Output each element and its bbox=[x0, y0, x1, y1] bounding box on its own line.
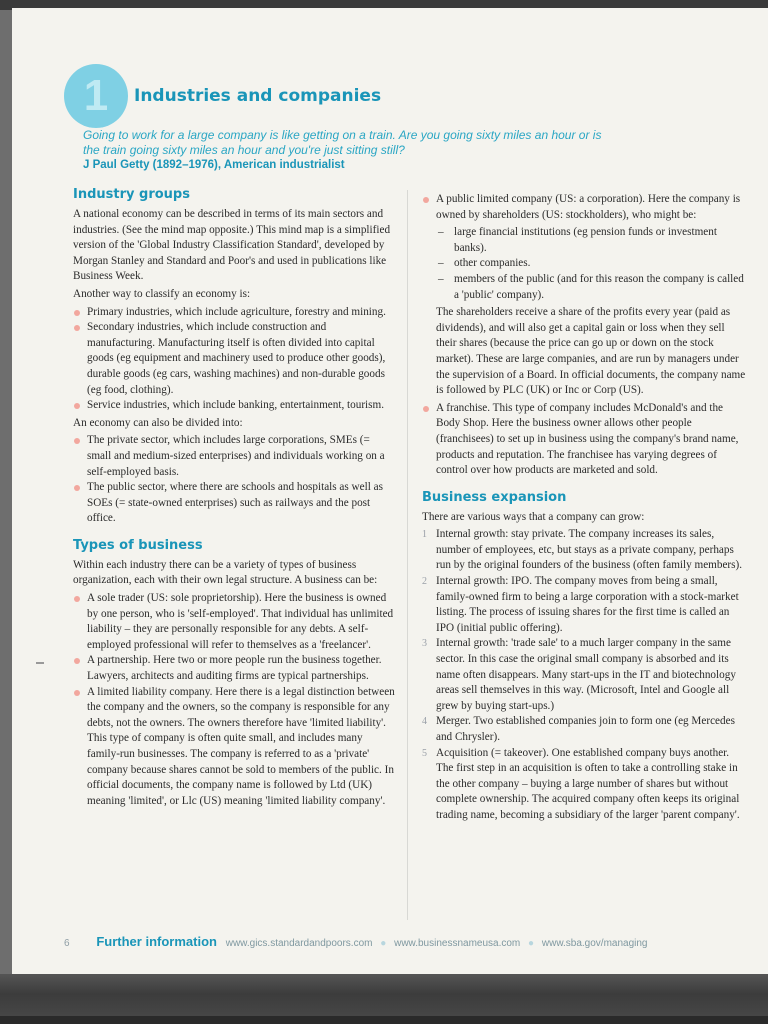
bullet-icon bbox=[74, 325, 80, 331]
list-item-text: A public limited company (US: a corporation). Here the company is owned by shareholders (US: stockholders), who might be: bbox=[436, 193, 741, 221]
company-types-list bbox=[422, 192, 747, 223]
list-item bbox=[422, 192, 747, 223]
divide-list bbox=[73, 433, 395, 527]
divide-intro: An economy can also be divided into: bbox=[73, 416, 243, 429]
list-item-text: Acquisition (= takeover). One established company buys another. The first step in an acquisition is often to take a controlling stake in the other company – buying a large number of shares but without complete ownership. The acquired company often keeps its original trading name, becoming a subsidiary of the larger 'parent company'. bbox=[436, 746, 740, 821]
list-item bbox=[422, 636, 747, 714]
separator-dot-icon: ● bbox=[528, 938, 535, 949]
footer-link-businessnameusa[interactable]: www.businessnameusa.com bbox=[394, 938, 521, 949]
bullet-icon bbox=[74, 596, 80, 602]
list-number: 4 bbox=[422, 716, 427, 728]
shareholders-paragraph: The shareholders receive a share of the profits every year (paid as dividends), and will also get a capital gain or loss when they sell their shares (because the price can go up or down on the stock market). These are large companies, and are run by managers under the supervision of a Board. In official documents, the company name is followed by PLC (UK) or Inc or Corp (US). bbox=[436, 306, 746, 397]
list-item bbox=[73, 685, 395, 810]
footer-link-sba[interactable]: www.sba.gov/managing bbox=[541, 938, 648, 949]
left-column bbox=[73, 186, 395, 811]
list-item-text: A limited liability company. Here there is a legal distinction between the company and the owners, so the company is responsible for any debts, not the owners. The owners therefore have 'limited liability'. This type of company is often quite small, and includes many family-run businesses. The company is referred to as a 'private' company because shares cannot be sold to members of the public. In official documents, the company name is followed by Ltd (UK) meaning 'limited', or Llc (US) meaning 'limited liability company'. bbox=[87, 685, 395, 807]
further-information-label: Further information bbox=[96, 934, 217, 949]
list-item-text: A franchise. This type of company includes McDonald's and the Body Shop. Here the business owner allows other people (franchisees) to set up in business using the company's brand name, products and reputation. The franchisee has varying degrees of control over how products are marketed and sold. bbox=[436, 401, 739, 477]
list-number: 2 bbox=[422, 576, 427, 588]
business-types-list bbox=[73, 591, 395, 809]
list-item bbox=[422, 256, 747, 272]
list-item bbox=[422, 714, 747, 745]
section-heading-business-expansion: Business expansion bbox=[422, 489, 567, 505]
unit-title: Industries and companies bbox=[134, 86, 382, 106]
list-item-text: Internal growth: IPO. The company moves from being a small, family-owned firm to being a large corporation with a stock-market listing. The process of issuing shares for the first time is called an IPO (initial public offering). bbox=[436, 575, 739, 634]
list-item bbox=[422, 401, 747, 479]
right-column bbox=[422, 192, 747, 826]
types-of-business-intro: Within each industry there can be a variety of types of business organization, each with their own legal structure. A business can be: bbox=[73, 558, 378, 587]
list-item bbox=[422, 574, 747, 636]
list-item bbox=[73, 305, 395, 321]
section-heading-industry-groups: Industry groups bbox=[73, 187, 190, 202]
list-item bbox=[73, 433, 395, 480]
list-item-text: Service industries, which include banking, entertainment, tourism. bbox=[87, 399, 385, 412]
list-item-text: Primary industries, which include agriculture, forestry and mining. bbox=[87, 305, 386, 318]
unit-number-badge: 1 bbox=[64, 64, 128, 128]
bullet-icon bbox=[74, 438, 80, 444]
margin-mark bbox=[36, 662, 44, 664]
list-item-text: Merger. Two established companies join to form one (eg Mercedes and Chrysler). bbox=[436, 715, 735, 743]
list-item bbox=[73, 653, 395, 684]
page-number: 6 bbox=[64, 938, 70, 949]
section-heading-types-of-business: Types of business bbox=[73, 537, 203, 553]
bullet-icon bbox=[74, 403, 80, 409]
list-item bbox=[73, 480, 395, 527]
bullet-icon bbox=[74, 658, 80, 664]
list-item-text: The private sector, which includes large corporations, SMEs (= small and medium-sized enterprises) and individuals working on a self-employed basis. bbox=[87, 434, 385, 478]
epigraph-quote: Going to work for a large company is like getting on a train. Are you going sixty miles an hour or is the train going sixty miles an hour and you're just sitting still? bbox=[83, 128, 602, 157]
list-item-text: Internal growth: 'trade sale' to a much larger company in the same sector. In this case the original small company is absorbed and its name often disappears. Many start-ups in the IT and biotechnology areas sell themselves in this way. (Microsoft, Intel and Google all grew by buying start-ups.) bbox=[436, 637, 736, 712]
footer-link-gics[interactable]: www.gics.standardandpoors.com bbox=[225, 938, 373, 949]
list-number: 3 bbox=[422, 638, 427, 650]
list-item bbox=[422, 272, 747, 303]
column-divider bbox=[407, 190, 408, 920]
list-item-text: other companies. bbox=[454, 257, 531, 270]
list-item-text: Internal growth: stay private. The company increases its sales, number of employees, etc, but stays as a private company, perhaps run by the original founders of the business (often family members). bbox=[436, 528, 743, 572]
list-item bbox=[73, 320, 395, 398]
list-item-text: members of the public (and for this reason the company is called a 'public' company). bbox=[454, 272, 744, 301]
list-item-text: A partnership. Here two or more people run the business together. Lawyers, architects and auditing firms are typical partnerships. bbox=[87, 654, 382, 683]
list-item-text: Secondary industries, which include construction and manufacturing. Manufacturing itself is often divided into capital goods (eg equipment and machinery used to produce other goods), durable goods (eg cars, washing machines) and non-durable goods (eg food, clothing). bbox=[87, 321, 386, 396]
list-number: 5 bbox=[422, 747, 427, 759]
bullet-icon bbox=[74, 690, 80, 696]
separator-dot-icon: ● bbox=[380, 938, 387, 949]
franchise-list bbox=[422, 401, 747, 479]
list-item bbox=[73, 398, 395, 414]
list-item bbox=[422, 746, 747, 824]
dash-icon: – bbox=[438, 226, 444, 239]
expansion-list bbox=[422, 527, 747, 823]
list-item-text: A sole trader (US: sole proprietorship). Here the business is owned by one person, who is 'self-employed'. That individual has unlimited liability – they are personally responsible for any debts. A self-employed professional will refer to themselves as a 'freelancer'. bbox=[87, 592, 394, 651]
classify-intro: Another way to classify an economy is: bbox=[73, 287, 251, 300]
list-item bbox=[422, 527, 747, 574]
scan-bottom-edge bbox=[0, 1016, 768, 1024]
industry-groups-intro: A national economy can be described in terms of its main sectors and industries. (See the mind map opposite.) This mind map is a simplified version of the 'Global Industry Classification Standard', developed by Morgan Stanley and Standard and Poor's and used in publications like Business Week. bbox=[73, 208, 391, 283]
bullet-icon bbox=[423, 406, 429, 412]
business-expansion-intro: There are various ways that a company can grow: bbox=[422, 510, 645, 523]
bullet-icon bbox=[74, 310, 80, 316]
bullet-icon bbox=[74, 485, 80, 491]
list-item-text: large financial institutions (eg pension funds or investment banks). bbox=[454, 226, 717, 254]
shareholder-types-list bbox=[422, 225, 747, 303]
list-item bbox=[422, 225, 747, 256]
epigraph-author: J Paul Getty (1892–1976), American industrialist bbox=[83, 159, 345, 171]
list-item-text: The public sector, where there are schools and hospitals as well as SOEs (= state-owned enterprises) such as railways and the post office. bbox=[87, 481, 383, 525]
page-footer bbox=[64, 934, 744, 949]
list-number: 1 bbox=[422, 529, 427, 541]
bullet-icon bbox=[423, 197, 429, 203]
list-item bbox=[73, 591, 395, 653]
dash-icon: – bbox=[438, 272, 444, 285]
dash-icon: – bbox=[438, 257, 444, 270]
classify-list bbox=[73, 305, 395, 414]
